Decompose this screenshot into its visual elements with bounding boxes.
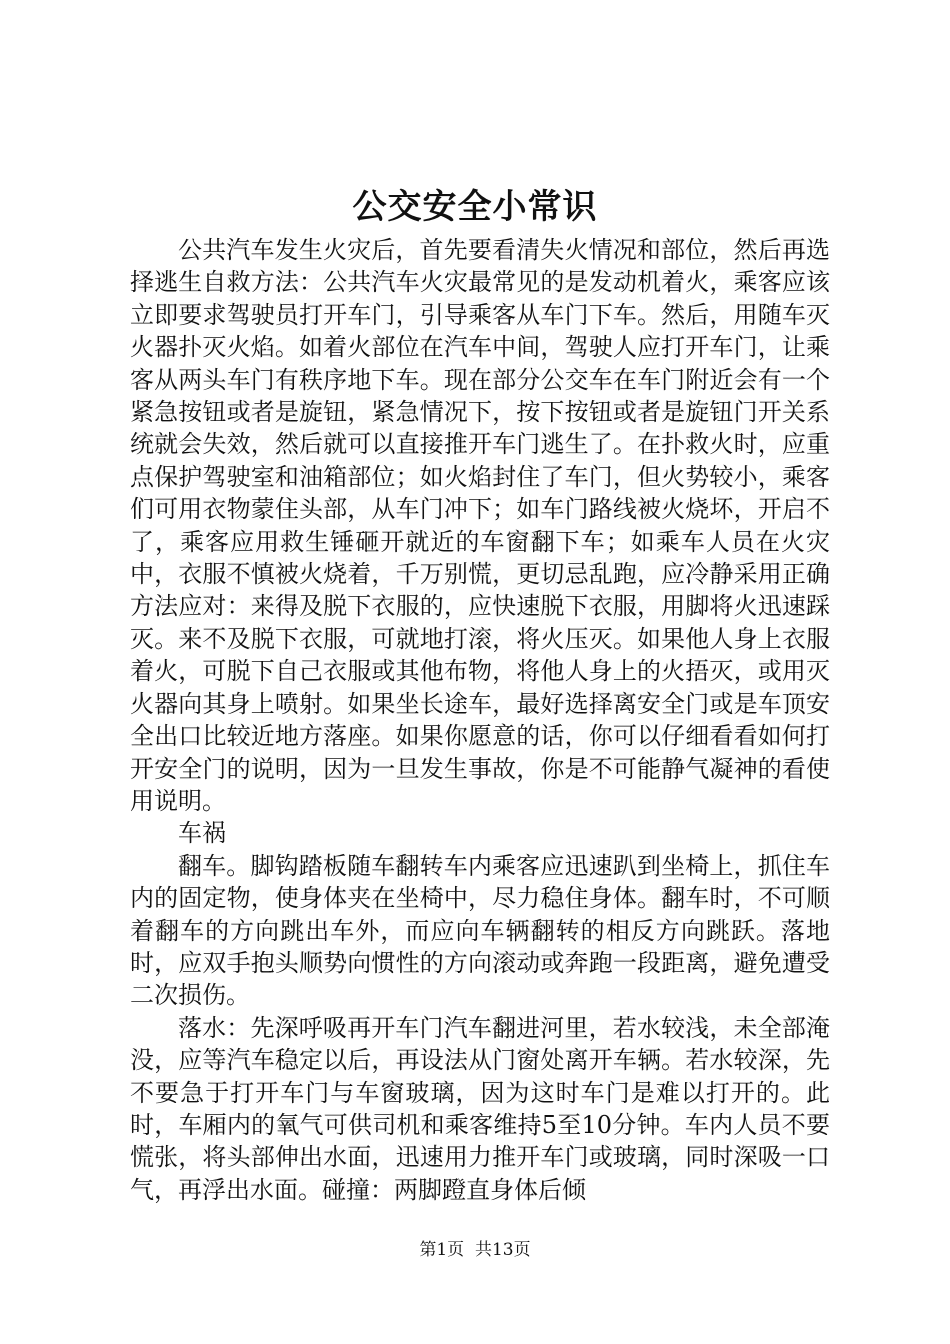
paragraph-rollover: 翻车。脚钩踏板随车翻转车内乘客应迅速趴到坐椅上，抓住车内的固定物，使身体夹在坐椅中，尽力稳住身体。翻车时，不可顺着翻车的方向跳出车外，而应向车辆翻转的相反方向跳跃。落地时，应双手抱头顺势向惯性的方向滚动或奔跑一段距离，避免遭受二次损伤。 — [130, 851, 830, 1010]
section-heading-accident: 车祸 — [178, 819, 226, 848]
document-title: 公交安全小常识 — [352, 187, 598, 227]
page-number-footer: 第1页 共13页 — [419, 1240, 531, 1260]
paragraph-bus-fire: 公共汽车发生火灾后，首先要看清失火情况和部位，然后再选择逃生自救方法：公共汽车火灾最常见的是发动机着火，乘客应该立即要求驾驶员打开车门，引导乘客从车门下车。然后，用随车灭火器扑灭火焰。如着火部位在汽车中间，驾驶人应打开车门，让乘客从两头车门有秩序地下车。现在部分公交车在车门附近会有一个紧急按钮或者是旋钮，紧急情况下，按下按钮或者是旋钮门开关系统就会失效，然后就可以直接推开车门逃生了。在扑救火时，应重点保护驾驶室和油箱部位；如火焰封住了车门，但火势较小，乘客们可用衣物蒙住头部，从车门冲下；如车门路线被火烧坏，开启不了，乘客应用救生锤砸开就近的车窗翻下车；如乘车人员在火灾中，衣服不慎被火烧着，千万别慌，更切忌乱跑，应冷静采用正确方法应对：来得及脱下衣服的，应快速脱下衣服，用脚将火迅速踩灭。来不及脱下衣服，可就地打滚，将火压灭。如果他人身上衣服着火，可脱下自己衣服或其他布物，将他人身上的火捂灭，或用灭火器向其身上喷射。如果坐长途车，最好选择离安全门或是车顶安全出口比较近地方落座。如果你愿意的话，你可以仔细看看如何打开安全门的说明，因为一旦发生事故，你是不可能静气凝神的看使用说明。 — [130, 236, 830, 815]
document-body — [130, 234, 830, 1206]
paragraph-water: 落水：先深呼吸再开车门汽车翻进河里，若水较浅，未全部淹没，应等汽车稳定以后，再设法从门窗处离开车辆。若水较深，先不要急于打开车门与车窗玻璃，因为这时车门是难以打开的。此时，车厢内的氧气可供司机和乘客维持5至10分钟。车内人员不要慌张，将头部伸出水面，迅速用力推开车门或玻璃，同时深吸一口气，再浮出水面。碰撞：两脚蹬直身体后倾 — [130, 1013, 830, 1204]
